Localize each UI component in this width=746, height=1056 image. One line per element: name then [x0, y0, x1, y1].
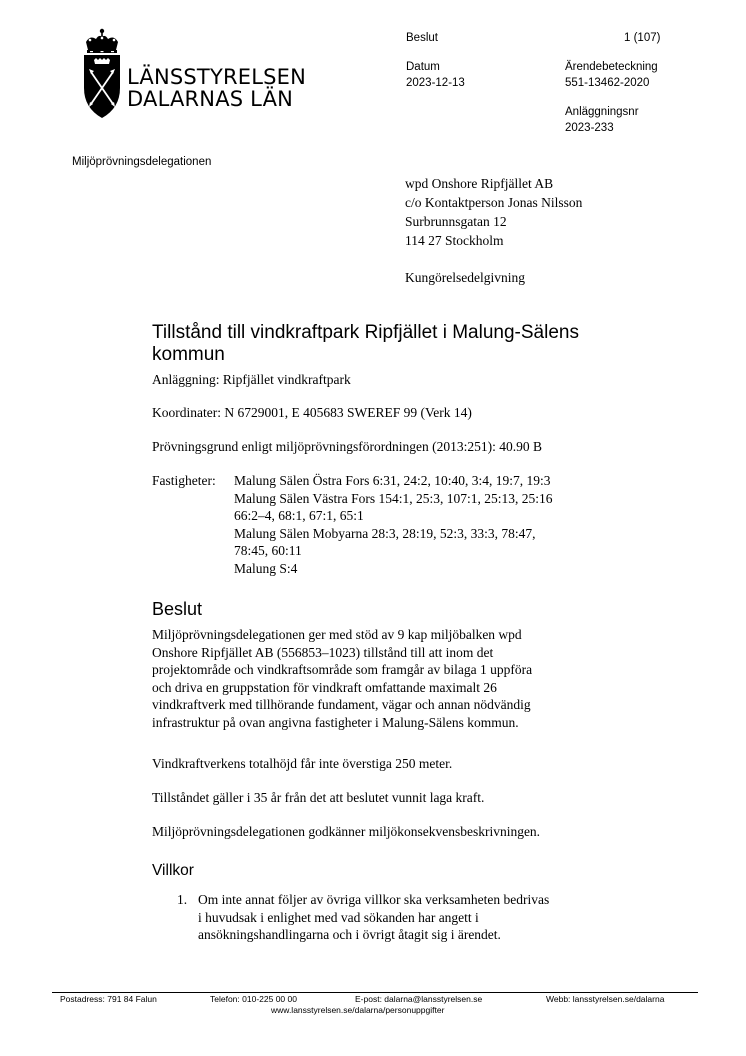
- condition-line: i huvudsak i enlighet med vad sökanden har angett i: [198, 909, 479, 925]
- condition-line: ansökningshandlingarna och i övrigt åtagit sig i ärendet.: [198, 927, 501, 942]
- logo: [75, 28, 315, 120]
- condition-line: Om inte annat följer av övriga villkor ska verksamheten bedrivas: [198, 892, 550, 907]
- document-type: Beslut: [406, 32, 438, 44]
- basis-of-review: Prövningsgrund enligt miljöprövningsförordningen (2013:251): 40.90 B: [152, 439, 542, 454]
- facility-info: Anläggning: Ripfjället vindkraftpark: [152, 372, 351, 387]
- footer-divider: [52, 992, 698, 993]
- recipient-name: wpd Onshore Ripfjället AB: [405, 176, 554, 191]
- department: Miljöprövningsdelegationen: [72, 156, 212, 168]
- decision-line: Onshore Ripfjället AB (556853–1023) tillstånd till att inom det: [152, 644, 494, 660]
- condition-text: [198, 891, 618, 944]
- decision-line: vindkraftverk med tillhörande fundament, vägar och annan nödvändig: [152, 697, 531, 712]
- properties-list: [234, 472, 614, 577]
- recipient-address: [405, 174, 582, 250]
- property-line: Malung Sälen Mobyarna 28:3, 28:19, 52:3, 33:3, 78:47,: [234, 525, 536, 541]
- conditions-heading: Villkor: [152, 862, 194, 879]
- recipient-contact: c/o Kontaktperson Jonas Nilsson: [405, 195, 583, 210]
- permit-validity: Tillståndet gäller i 35 år från det att beslutet vunnit laga kraft.: [152, 790, 485, 805]
- properties-label: Fastigheter:: [152, 473, 216, 488]
- decision-text: [152, 626, 622, 731]
- case-number-label: Ärendebeteckning: [565, 61, 658, 73]
- property-line: 66:2–4, 68:1, 67:1, 65:1: [234, 508, 364, 523]
- facility-number-label: Anläggningsnr: [565, 106, 639, 118]
- coat-of-arms-icon: [78, 28, 126, 120]
- footer-phone: Telefon: 010-225 00 00: [210, 994, 297, 1004]
- recipient-city: 114 27 Stockholm: [405, 233, 504, 248]
- footer-email: E-post: dalarna@lansstyrelsen.se: [355, 994, 483, 1004]
- page-indicator: 1 (107): [624, 32, 661, 44]
- property-line: 78:45, 60:11: [234, 543, 302, 558]
- decision-heading: Beslut: [152, 599, 203, 619]
- page-title: Tillstånd till vindkraftpark Ripfjället i Malung-Sälens kommun: [152, 322, 579, 365]
- recipient-street: Surbrunnsgatan 12: [405, 214, 507, 229]
- logo-line-2: DALARNAS LÄN: [127, 87, 294, 111]
- decision-line: projektområde och vindkraftsområde som framgår av bilaga 1 uppföra: [152, 662, 533, 677]
- coordinates: Koordinater: N 6729001, E 405683 SWEREF 99 (Verk 14): [152, 405, 472, 420]
- decision-line: och driva en gruppstation för vindkraft omfattande maximalt 26: [152, 679, 497, 695]
- footer-website: Webb: lansstyrelsen.se/dalarna: [546, 994, 665, 1004]
- property-line: Malung S:4: [234, 560, 298, 576]
- case-number-value: 551-13462-2020: [565, 77, 650, 89]
- logo-line-1: LÄNSSTYRELSEN: [127, 65, 307, 89]
- property-line: Malung Sälen Västra Fors 154:1, 25:3, 107:1, 25:13, 25:16: [234, 490, 553, 506]
- decision-line: Miljöprövningsdelegationen ger med stöd av 9 kap miljöbalken wpd: [152, 627, 522, 642]
- decision-line: infrastruktur på ovan angivna fastigheter i Malung-Sälens kommun.: [152, 714, 519, 730]
- date-value: 2023-12-13: [406, 77, 465, 89]
- footer-postal-address: Postadress: 791 84 Falun: [60, 994, 157, 1004]
- facility-number-value: 2023-233: [565, 122, 614, 134]
- condition-number: 1.: [177, 892, 188, 907]
- property-line: Malung Sälen Östra Fors 6:31, 24:2, 10:40, 3:4, 19:7, 19:3: [234, 473, 551, 488]
- height-limit: Vindkraftverkens totalhöjd får inte överstiga 250 meter.: [152, 756, 453, 771]
- eia-approval: Miljöprövningsdelegationen godkänner miljökonsekvensbeskrivningen.: [152, 824, 541, 839]
- delivery-method: Kungörelsedelgivning: [405, 270, 525, 285]
- footer-privacy-link[interactable]: www.lansstyrelsen.se/dalarna/personuppgifter: [271, 1005, 445, 1015]
- date-label: Datum: [406, 61, 440, 73]
